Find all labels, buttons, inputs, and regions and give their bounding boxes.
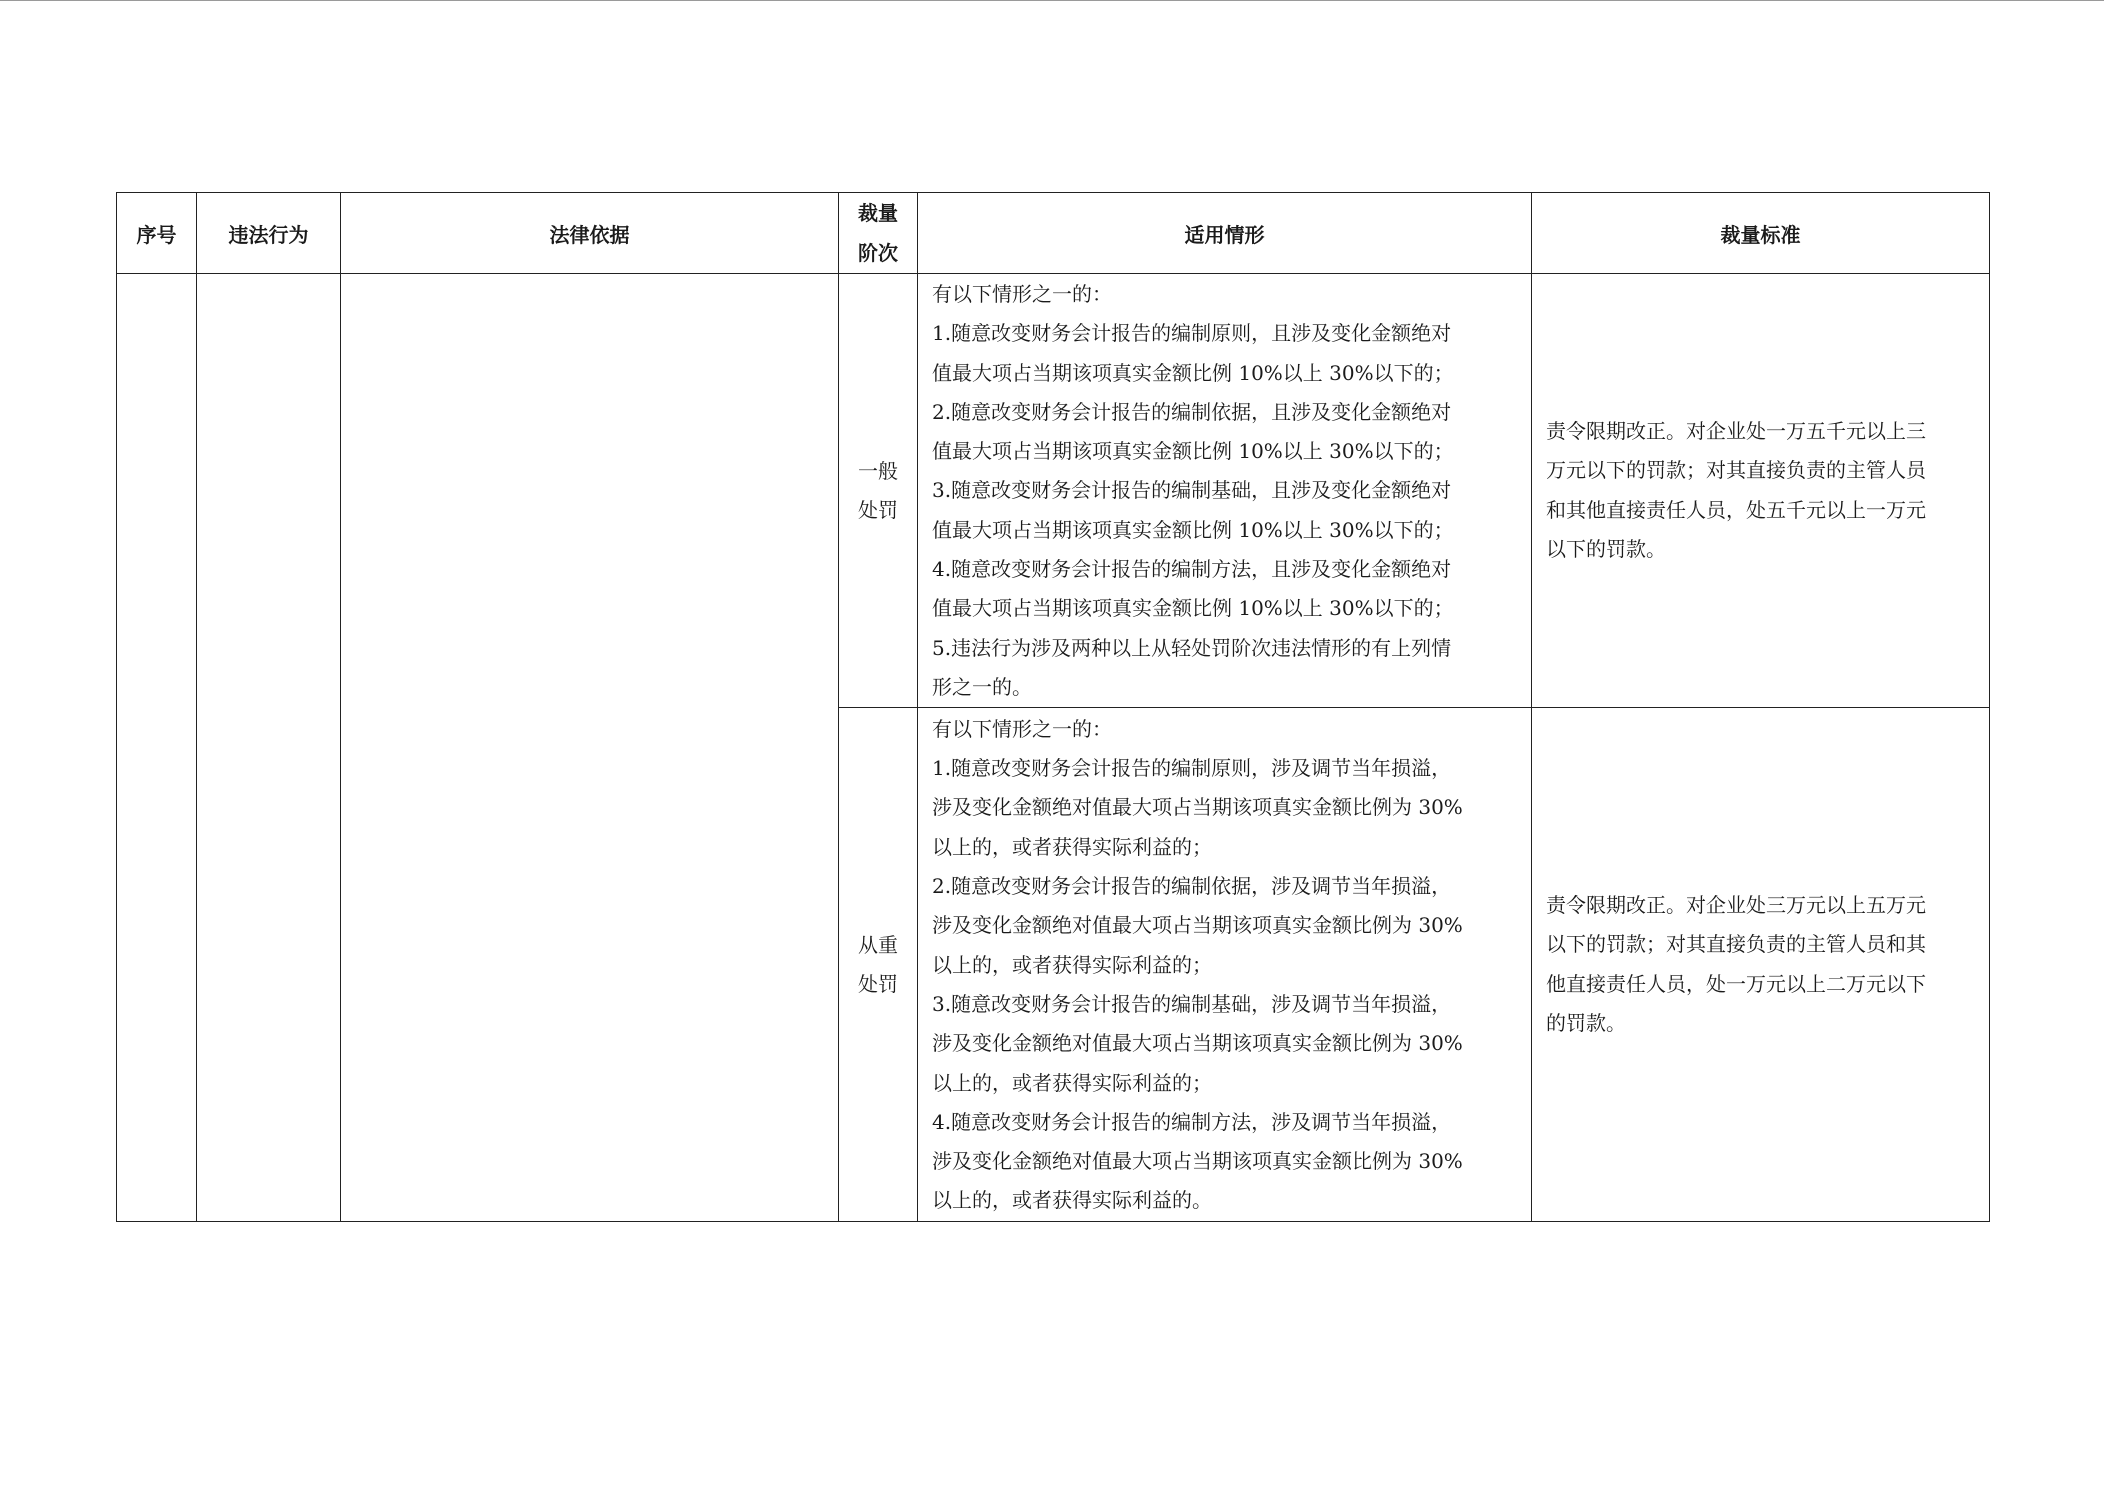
cell-situation-general <box>918 274 1532 708</box>
level-general-line2: 处罚 <box>858 497 898 522</box>
situation-line: 以上的，或者获得实际利益的； <box>932 952 1212 977</box>
situation-line: 以上的，或者获得实际利益的； <box>932 1070 1212 1095</box>
standard-line: 以下的罚款；对其直接负责的主管人员和其 <box>1546 932 1926 957</box>
situation-line: 形之一的。 <box>932 674 1032 699</box>
header-level <box>839 193 918 274</box>
situation-line: 涉及变化金额绝对值最大项占当期该项真实金额比例为 30% <box>932 1031 1463 1056</box>
header-seq: 序号 <box>117 193 197 274</box>
standard-line: 他直接责任人员，处一万元以上二万元以下 <box>1546 971 1926 996</box>
discretion-standard-table <box>116 192 1990 1222</box>
standard-line: 和其他直接责任人员，处五千元以上一万元 <box>1546 497 1926 522</box>
cell-violation <box>197 274 341 1222</box>
level-general-line1: 一般 <box>858 458 898 483</box>
standard-line: 以下的罚款。 <box>1546 536 1666 561</box>
situation-line: 1.随意改变财务会计报告的编制原则，且涉及变化金额绝对 <box>932 321 1452 346</box>
situation-line: 有以下情形之一的： <box>932 282 1112 306</box>
situation-line: 3.随意改变财务会计报告的编制基础，涉及调节当年损溢， <box>932 991 1452 1016</box>
cell-situation-heavy <box>918 708 1532 1222</box>
standard-line: 的罚款。 <box>1546 1011 1626 1036</box>
situation-line: 以上的，或者获得实际利益的； <box>932 834 1212 859</box>
situation-line: 3.随意改变财务会计报告的编制基础，且涉及变化金额绝对 <box>932 478 1452 503</box>
situation-line: 涉及变化金额绝对值最大项占当期该项真实金额比例为 30% <box>932 1149 1463 1174</box>
cell-legal-basis <box>341 274 839 1222</box>
cell-seq <box>117 274 197 1222</box>
standard-line: 责令限期改正。对企业处三万元以上五万元 <box>1546 893 1926 918</box>
situation-line: 4.随意改变财务会计报告的编制方法，且涉及变化金额绝对 <box>932 557 1452 582</box>
cell-standard-heavy <box>1532 708 1990 1222</box>
situation-line: 值最大项占当期该项真实金额比例 10%以上 30%以下的； <box>932 439 1454 464</box>
header-situation: 适用情形 <box>918 193 1532 274</box>
situation-line: 4.随意改变财务会计报告的编制方法，涉及调节当年损溢， <box>932 1109 1452 1134</box>
situation-line: 值最大项占当期该项真实金额比例 10%以上 30%以下的； <box>932 360 1454 385</box>
standard-line: 责令限期改正。对企业处一万五千元以上三 <box>1546 419 1926 444</box>
cell-level-heavy <box>839 708 918 1222</box>
standard-line: 万元以下的罚款；对其直接负责的主管人员 <box>1546 458 1926 483</box>
header-violation: 违法行为 <box>197 193 341 274</box>
header-standard: 裁量标准 <box>1532 193 1990 274</box>
situation-line: 5.违法行为涉及两种以上从轻处罚阶次违法情形的有上列情 <box>932 635 1452 660</box>
situation-line: 2.随意改变财务会计报告的编制依据，且涉及变化金额绝对 <box>932 399 1452 424</box>
cell-standard-general <box>1532 274 1990 708</box>
header-row <box>117 193 1990 274</box>
level-heavy-line2: 处罚 <box>858 971 898 996</box>
situation-line: 涉及变化金额绝对值最大项占当期该项真实金额比例为 30% <box>932 795 1463 820</box>
header-level-line2: 阶次 <box>858 241 898 265</box>
situation-line: 1.随意改变财务会计报告的编制原则，涉及调节当年损溢， <box>932 756 1452 781</box>
level-heavy-line1: 从重 <box>858 932 898 957</box>
cell-level-general <box>839 274 918 708</box>
situation-line: 值最大项占当期该项真实金额比例 10%以上 30%以下的； <box>932 517 1454 542</box>
header-legal-basis: 法律依据 <box>341 193 839 274</box>
situation-line: 以上的，或者获得实际利益的。 <box>932 1188 1212 1213</box>
header-level-line1: 裁量 <box>858 201 898 225</box>
table-row-general <box>117 274 1990 708</box>
situation-line: 值最大项占当期该项真实金额比例 10%以上 30%以下的； <box>932 596 1454 621</box>
situation-line: 涉及变化金额绝对值最大项占当期该项真实金额比例为 30% <box>932 913 1463 938</box>
situation-line: 2.随意改变财务会计报告的编制依据，涉及调节当年损溢， <box>932 874 1452 899</box>
situation-line: 有以下情形之一的： <box>932 716 1112 741</box>
